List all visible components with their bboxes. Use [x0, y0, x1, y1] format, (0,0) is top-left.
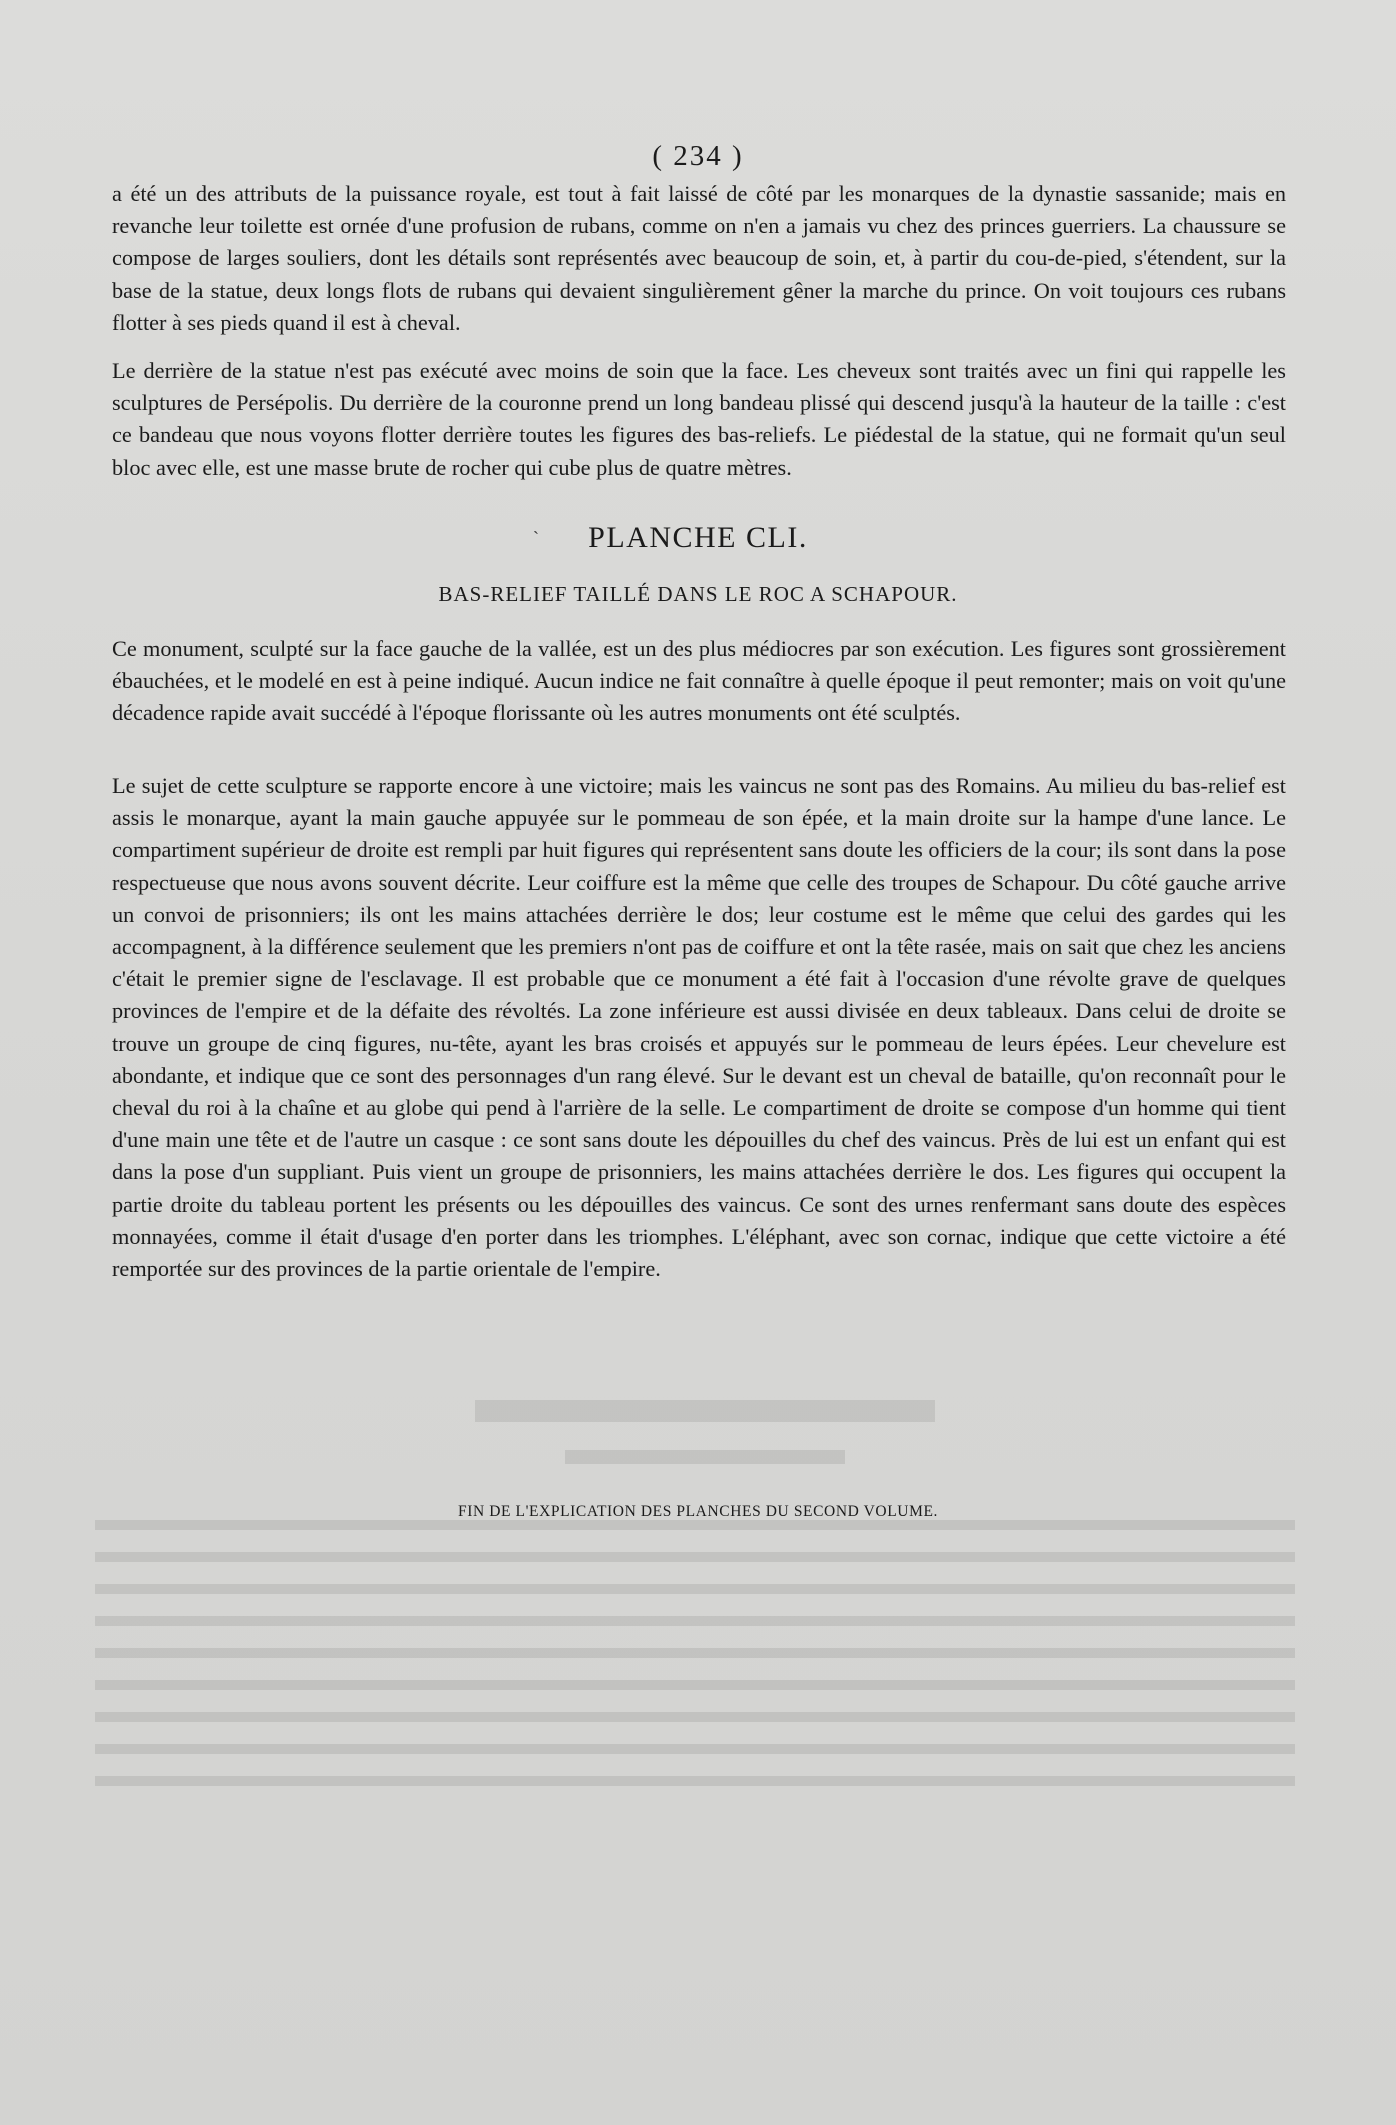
paragraph-text: Le sujet de cette sculpture se rapporte encore à une victoire; mais les vaincus ne sont pas des Romains. Au milieu du bas-relief est assis le monarque, ayant la main gauche appuyée sur le pommeau de son épée, et la main droite sur la hampe d'une lance. Le compartiment supérieur de droite est rempli par huit figures qui représentent sans doute les officiers de la cour; ils sont dans la pose respectueuse que nous avons souvent décrite. Leur coiffure est la même que celle des troupes de Schapour. Du côté gauche arrive un convoi de prisonniers; ils ont les mains attachées derrière le dos; leur costume est le même que celui des gardes qui les accompagnent, à la différence seulement que les premiers n'ont pas de coiffure et ont la tête rasée, mais on sait que chez les anciens c'était le premier signe de l'esclavage. Il est probable que ce monument a été fait à l'occasion d'une révolte grave de quelques provinces de l'empire et de la défaite des révoltés. La zone inférieure est aussi divisée en deux tableaux. Dans celui de droite se trouve un groupe de cinq figures, nu-tête, ayant les bras croisés et appuyés sur le pommeau de leurs épées. Leur chevelure est abondante, et indique que ce sont des personnages d'un rang élevé. Sur le devant est un cheval de bataille, qu'on reconnaît pour le cheval du roi à la chaîne et au globe qui pend à l'arrière de la selle. Le compartiment de droite se compose d'un homme qui tient d'une main une tête et de l'autre un casque : ce sont sans doute les dépouilles du chef des vaincus. Près de lui est un enfant qui est dans la pose d'un suppliant. Puis vient un groupe de prisonniers, les mains attachées derrière le dos. Les figures qui occupent la partie droite du tableau portent les présents ou les dépouilles des vaincus. Ce sont des urnes renfermant sans doute des espèces monnayées, comme il était d'usage d'en porter dans les triomphes. L'éléphant, avec son cornac, indique que cette victoire a été remportée sur des provinces de la partie orientale de l'empire. — [112, 773, 1286, 1282]
paragraph-text: Ce monument, sculpté sur la face gauche de la vallée, est un des plus médiocres par son exécution. Les figures sont grossièrement ébauchées, et le modelé en est à peine indiqué. Aucun indice ne fait connaître à quelle époque il peut remonter; mais on voit qu'une décadence rapide avait succédé à l'époque florissante où les autres monuments ont été sculptés. — [112, 636, 1286, 726]
paragraph-sujet — [112, 770, 1286, 1285]
paragraph-rubans — [112, 178, 1286, 339]
plate-title: PLANCHE CLI. — [588, 521, 808, 554]
paragraph-text: Le derrière de la statue n'est pas exécuté avec moins de soin que la face. Les cheveux sont traités avec un fini qui rappelle les sculptures de Persépolis. Du derrière de la couronne prend un long bandeau plissé qui descend jusqu'à la hauteur de la taille : c'est ce bandeau que nous voyons flotter derrière toutes les figures des bas-reliefs. Le piédestal de la statue, qui ne formait qu'un seul bloc avec elle, est une masse brute de rocher qui cube plus de quatre mètres. — [112, 358, 1286, 480]
paragraph-derriere-statue — [112, 355, 1286, 484]
print-mark: ˋ — [533, 528, 539, 548]
end-note: FIN DE L'EXPLICATION DES PLANCHES DU SECOND VOLUME. — [457, 1503, 939, 1520]
paragraph-text: a été un des attributs de la puissance royale, est tout à fait laissé de côté par les monarques de la dynastie sassanide; mais en revanche leur toilette est ornée d'une profusion de rubans, comme on n'en a jamais vu chez des princes guerriers. La chaussure se compose de larges souliers, dont les détails sont représentés avec beaucoup de soin, et, à partir du cou-de-pied, s'étendent, sur la base de la statue, deux longs flots de rubans qui devaient singulièrement gêner la marche du prince. On voit toujours ces rubans flotter à ses pieds quand il est à cheval. — [112, 181, 1286, 335]
plate-subtitle: BAS-RELIEF TAILLÉ DANS LE ROC A SCHAPOUR. — [438, 582, 958, 606]
paragraph-monument — [112, 633, 1286, 730]
page-number: ( 234 ) — [652, 140, 744, 172]
